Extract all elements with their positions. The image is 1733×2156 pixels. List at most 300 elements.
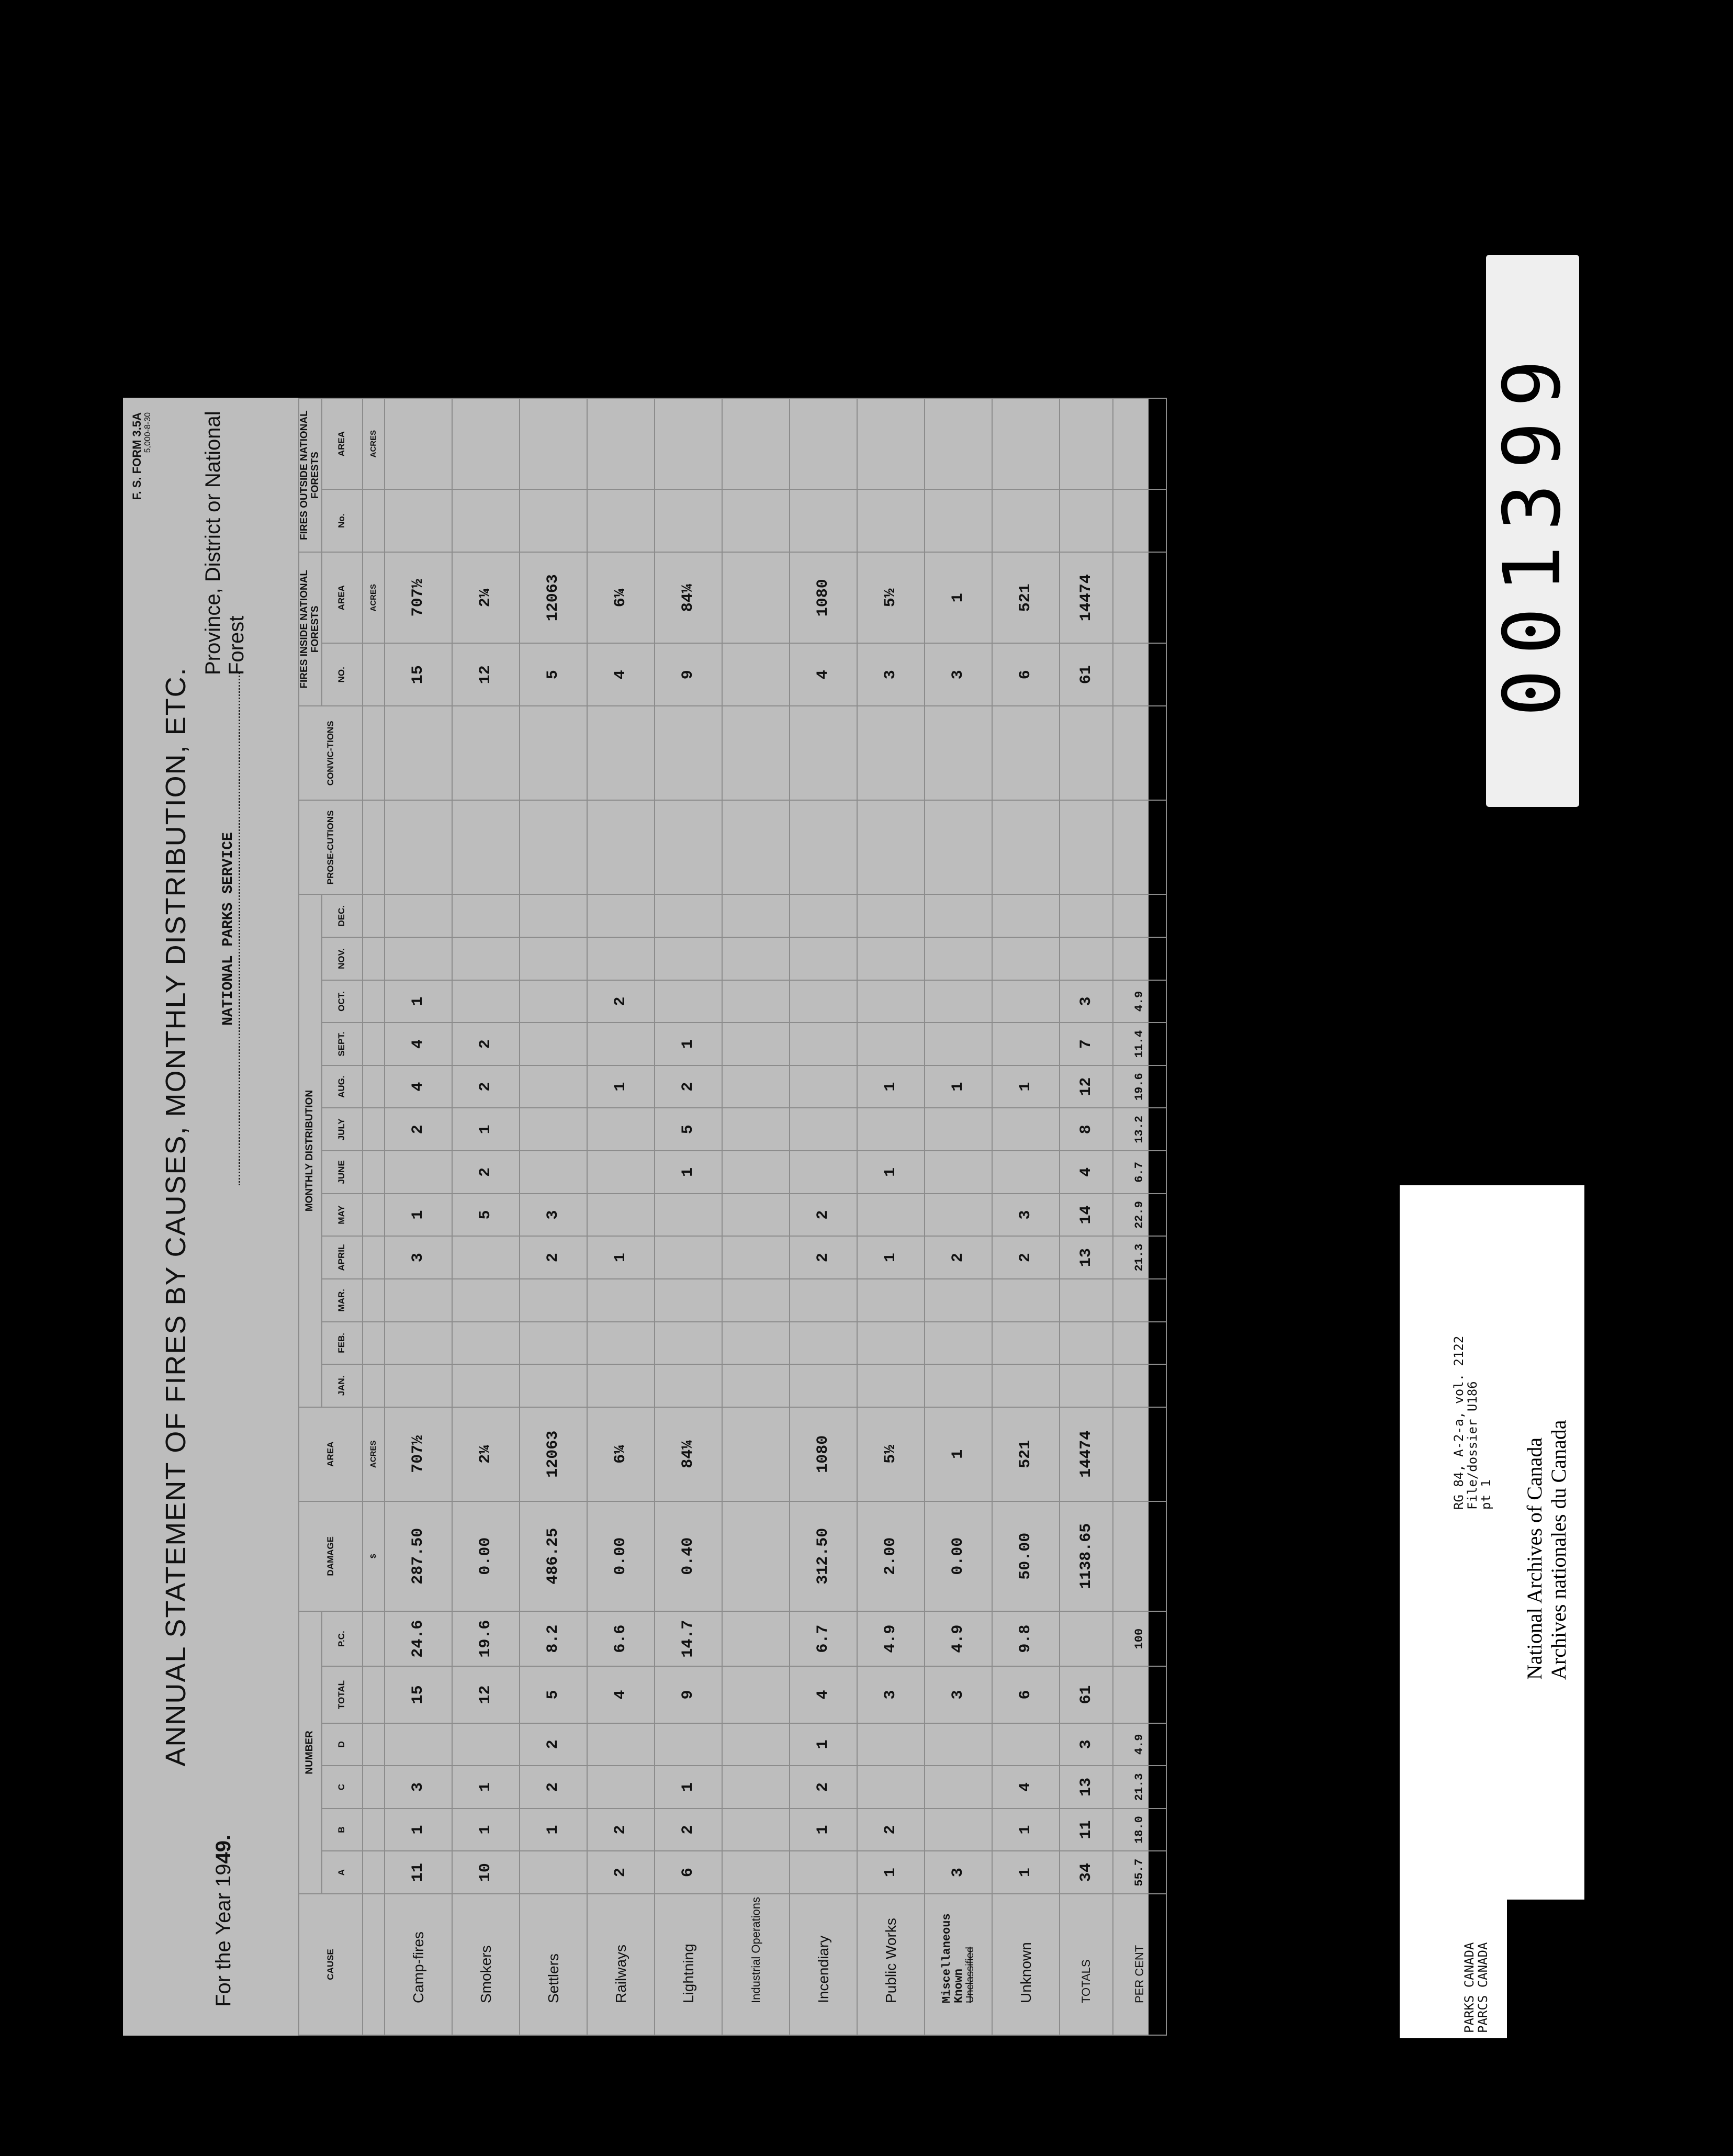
cell-jun: 2 bbox=[452, 1151, 520, 1194]
cell-a: 1 bbox=[857, 1851, 925, 1894]
cell-may: 3 bbox=[520, 1194, 587, 1237]
cell-d: 2 bbox=[520, 1723, 587, 1766]
header-a: A bbox=[322, 1851, 363, 1894]
cell-a: 3 bbox=[925, 1851, 992, 1894]
cell-pros bbox=[1060, 800, 1113, 894]
table-row bbox=[1060, 398, 1113, 2035]
cell-apr: 2 bbox=[992, 1236, 1060, 1279]
cell-c bbox=[587, 1766, 655, 1809]
cell-in-area bbox=[722, 552, 790, 643]
header-b: B bbox=[322, 1809, 363, 1851]
cell-feb bbox=[1113, 1322, 1166, 1365]
cell-pros bbox=[790, 800, 857, 894]
cell-out-area bbox=[1060, 398, 1113, 489]
cell-damage: 1138.65 bbox=[1060, 1501, 1113, 1611]
cell-jan bbox=[655, 1364, 722, 1407]
cell-dec bbox=[857, 894, 925, 937]
cell-may: 14 bbox=[1060, 1194, 1113, 1237]
cell-d bbox=[452, 1723, 520, 1766]
table-body bbox=[385, 398, 1166, 2035]
cell-mar bbox=[452, 1279, 520, 1322]
cell-oct: 4.9 bbox=[1113, 980, 1166, 1023]
cell-apr: 2 bbox=[520, 1236, 587, 1279]
cell-oct bbox=[992, 980, 1060, 1023]
cause-misc: Miscellaneous bbox=[940, 1913, 953, 2003]
cell-damage bbox=[722, 1501, 790, 1611]
cell-nov bbox=[1113, 937, 1166, 980]
form-title: ANNUAL STATEMENT OF FIRES BY CAUSES, MONTHLY DISTRIBUTION, ETC. bbox=[160, 667, 192, 1767]
cell-in-area: 12063 bbox=[520, 552, 587, 643]
cell-a bbox=[722, 1851, 790, 1894]
cell-b: 2 bbox=[857, 1809, 925, 1851]
cell-b: 18.0 bbox=[1113, 1809, 1166, 1851]
cell-damage bbox=[1113, 1501, 1166, 1611]
cell-feb bbox=[1060, 1322, 1113, 1365]
cause-cell: Lightning bbox=[655, 1894, 722, 2035]
unit-outside-acres: ACRES bbox=[363, 398, 385, 489]
table-row bbox=[452, 398, 520, 2035]
cell-in-no: 4 bbox=[587, 643, 655, 706]
header-outside: FIRES OUTSIDE NATIONAL FORESTS bbox=[299, 398, 322, 552]
cell-nov bbox=[992, 937, 1060, 980]
cell-damage: 2.00 bbox=[857, 1501, 925, 1611]
cell-damage: 0.40 bbox=[655, 1501, 722, 1611]
cell-dec bbox=[385, 894, 452, 937]
cause-cell: Railways bbox=[587, 1894, 655, 2035]
cell-conv bbox=[520, 706, 587, 800]
cell-jun bbox=[385, 1151, 452, 1194]
header-cause: CAUSE bbox=[299, 1894, 363, 2035]
header-jul: JULY bbox=[322, 1108, 363, 1151]
cell-conv bbox=[452, 706, 520, 800]
cell-pc: 24.6 bbox=[385, 1611, 452, 1667]
fire-statistics-table bbox=[298, 398, 1167, 2036]
cell-total: 12 bbox=[452, 1667, 520, 1723]
cell-area bbox=[1113, 1407, 1166, 1501]
cell-pros bbox=[655, 800, 722, 894]
table-row bbox=[857, 398, 925, 2035]
cell-b: 1 bbox=[992, 1809, 1060, 1851]
cell-nov bbox=[587, 937, 655, 980]
cell-d: 3 bbox=[1060, 1723, 1113, 1766]
cell-may bbox=[857, 1194, 925, 1237]
cell-apr: 1 bbox=[587, 1236, 655, 1279]
cell-dec bbox=[1113, 894, 1166, 937]
cell-conv bbox=[385, 706, 452, 800]
cell-jun bbox=[520, 1151, 587, 1194]
cell-sep: 4 bbox=[385, 1023, 452, 1065]
cell-in-area: 2¼ bbox=[452, 552, 520, 643]
cell-may: 22.9 bbox=[1113, 1194, 1166, 1237]
cell-sep: 1 bbox=[655, 1023, 722, 1065]
cell-pros bbox=[992, 800, 1060, 894]
cell-damage: 486.25 bbox=[520, 1501, 587, 1611]
header-sep: SEPT. bbox=[322, 1023, 363, 1065]
cell-out-area bbox=[857, 398, 925, 489]
cell-a: 2 bbox=[587, 1851, 655, 1894]
cell-out-no bbox=[790, 489, 857, 552]
header-may: MAY bbox=[322, 1194, 363, 1237]
cell-oct bbox=[722, 980, 790, 1023]
cell-jun bbox=[722, 1151, 790, 1194]
cell-aug: 2 bbox=[655, 1065, 722, 1108]
cell-in-no: 4 bbox=[790, 643, 857, 706]
cell-a: 6 bbox=[655, 1851, 722, 1894]
cell-out-area bbox=[790, 398, 857, 489]
cell-jan bbox=[992, 1364, 1060, 1407]
cell-total: 61 bbox=[1060, 1667, 1113, 1723]
table-row bbox=[520, 398, 587, 2035]
cell-jun: 4 bbox=[1060, 1151, 1113, 1194]
cell-jan bbox=[1060, 1364, 1113, 1407]
table-row bbox=[925, 398, 992, 2035]
cell-out-no bbox=[992, 489, 1060, 552]
header-monthly: MONTHLY DISTRIBUTION bbox=[299, 894, 322, 1407]
table-row bbox=[722, 398, 790, 2035]
archives-strip bbox=[1507, 1185, 1584, 1900]
table-row bbox=[587, 398, 655, 2035]
table-row bbox=[790, 398, 857, 2035]
cell-in-area: 1 bbox=[925, 552, 992, 643]
cell-jan bbox=[925, 1364, 992, 1407]
cell-mar bbox=[385, 1279, 452, 1322]
parks-canada bbox=[1462, 1942, 1490, 2033]
cell-pc: 9.8 bbox=[992, 1611, 1060, 1667]
cell-dec bbox=[925, 894, 992, 937]
cell-total: 15 bbox=[385, 1667, 452, 1723]
cell-feb bbox=[655, 1322, 722, 1365]
cell-a bbox=[520, 1851, 587, 1894]
cell-d bbox=[385, 1723, 452, 1766]
cell-oct bbox=[520, 980, 587, 1023]
cell-damage: 287.50 bbox=[385, 1501, 452, 1611]
cell-may: 2 bbox=[790, 1194, 857, 1237]
cell-in-no: 5 bbox=[520, 643, 587, 706]
cell-c: 4 bbox=[992, 1766, 1060, 1809]
cell-pros bbox=[385, 800, 452, 894]
cell-jan bbox=[385, 1364, 452, 1407]
cell-out-no bbox=[1060, 489, 1113, 552]
cell-jan bbox=[452, 1364, 520, 1407]
cell-out-area bbox=[992, 398, 1060, 489]
cell-aug bbox=[790, 1065, 857, 1108]
cell-in-no: 61 bbox=[1060, 643, 1113, 706]
cell-feb bbox=[452, 1322, 520, 1365]
cell-feb bbox=[992, 1322, 1060, 1365]
cell-sep bbox=[925, 1023, 992, 1065]
cell-d bbox=[857, 1723, 925, 1766]
parks-canada-en: PARKS CANADA bbox=[1462, 1942, 1477, 2033]
header-prosecutions: PROSE-CUTIONS bbox=[299, 800, 363, 894]
year-label: For the Year 19 bbox=[212, 1863, 235, 2007]
cell-out-area bbox=[722, 398, 790, 489]
cell-out-no bbox=[857, 489, 925, 552]
cell-jan bbox=[587, 1364, 655, 1407]
cell-c: 2 bbox=[790, 1766, 857, 1809]
archives-fr: Archives nationales du Canada bbox=[1547, 1420, 1570, 1680]
cause-cell: PER CENT bbox=[1113, 1894, 1166, 2035]
header-nov: NOV. bbox=[322, 937, 363, 980]
header-outside-area: AREA bbox=[322, 398, 363, 489]
header-inside-no: NO. bbox=[322, 643, 363, 706]
cell-total: 6 bbox=[992, 1667, 1060, 1723]
cell-conv bbox=[992, 706, 1060, 800]
cell-oct: 2 bbox=[587, 980, 655, 1023]
cell-in-area: 521 bbox=[992, 552, 1060, 643]
cell-apr: 13 bbox=[1060, 1236, 1113, 1279]
cell-sep bbox=[790, 1023, 857, 1065]
cell-pros bbox=[857, 800, 925, 894]
cell-jul bbox=[857, 1108, 925, 1151]
header-feb: FEB. bbox=[322, 1322, 363, 1365]
cell-jan bbox=[1113, 1364, 1166, 1407]
cell-conv bbox=[722, 706, 790, 800]
cause-cell: Settlers bbox=[520, 1894, 587, 2035]
cell-out-area bbox=[655, 398, 722, 489]
cell-mar bbox=[722, 1279, 790, 1322]
cell-sep bbox=[722, 1023, 790, 1065]
cell-aug: 4 bbox=[385, 1065, 452, 1108]
cell-out-no bbox=[452, 489, 520, 552]
cell-feb bbox=[385, 1322, 452, 1365]
cell-mar bbox=[925, 1279, 992, 1322]
cause-cell: Unknown bbox=[992, 1894, 1060, 2035]
year-value: 49. bbox=[212, 1834, 235, 1864]
cell-may: 5 bbox=[452, 1194, 520, 1237]
header-jun: JUNE bbox=[322, 1151, 363, 1194]
reference-strip bbox=[1400, 1185, 1507, 2038]
cell-b: 1 bbox=[790, 1809, 857, 1851]
parks-canada-fr: PARCS CANADA bbox=[1476, 1942, 1490, 2033]
cell-pc: 14.7 bbox=[655, 1611, 722, 1667]
cell-pc: 8.2 bbox=[520, 1611, 587, 1667]
cell-oct: 3 bbox=[1060, 980, 1113, 1023]
cell-aug: 19.6 bbox=[1113, 1065, 1166, 1108]
cell-mar bbox=[992, 1279, 1060, 1322]
cell-aug: 2 bbox=[452, 1065, 520, 1108]
cell-area: 2¼ bbox=[452, 1407, 520, 1501]
header-d: D bbox=[322, 1723, 363, 1766]
cause-cell: Industrial Operations bbox=[722, 1894, 790, 2035]
cell-sep: 2 bbox=[452, 1023, 520, 1065]
cell-in-area: 707½ bbox=[385, 552, 452, 643]
cell-may bbox=[925, 1194, 992, 1237]
cell-dec bbox=[520, 894, 587, 937]
cell-b: 2 bbox=[587, 1809, 655, 1851]
part-line: pt 1 bbox=[1479, 1479, 1493, 1510]
cell-mar bbox=[655, 1279, 722, 1322]
cell-nov bbox=[385, 937, 452, 980]
cause-cell: Public Works bbox=[857, 1894, 925, 2035]
cell-jul: 2 bbox=[385, 1108, 452, 1151]
cell-oct bbox=[790, 980, 857, 1023]
cell-a: 34 bbox=[1060, 1851, 1113, 1894]
cell-b bbox=[925, 1809, 992, 1851]
cause-cell: Incendiary bbox=[790, 1894, 857, 2035]
cell-pc: 4.9 bbox=[925, 1611, 992, 1667]
cell-pc: 4.9 bbox=[857, 1611, 925, 1667]
cell-pros bbox=[452, 800, 520, 894]
header-apr: APRIL bbox=[322, 1236, 363, 1279]
cell-conv bbox=[1060, 706, 1113, 800]
cell-jul bbox=[790, 1108, 857, 1151]
cell-pc: 6.7 bbox=[790, 1611, 857, 1667]
cell-nov bbox=[857, 937, 925, 980]
cell-total: 9 bbox=[655, 1667, 722, 1723]
cell-total bbox=[1113, 1667, 1166, 1723]
cell-may bbox=[587, 1194, 655, 1237]
cell-jun: 1 bbox=[857, 1151, 925, 1194]
cause-cell: Smokers bbox=[452, 1894, 520, 2035]
cell-out-area bbox=[925, 398, 992, 489]
cell-pc: 19.6 bbox=[452, 1611, 520, 1667]
cell-aug bbox=[520, 1065, 587, 1108]
cell-jul bbox=[520, 1108, 587, 1151]
cell-area: 707½ bbox=[385, 1407, 452, 1501]
cell-in-area: 5½ bbox=[857, 552, 925, 643]
cell-jul: 1 bbox=[452, 1108, 520, 1151]
cell-in-no: 3 bbox=[925, 643, 992, 706]
table-row bbox=[655, 398, 722, 2035]
cell-aug bbox=[722, 1065, 790, 1108]
frame-number-tag: 001399 bbox=[1486, 255, 1579, 807]
cell-sep bbox=[520, 1023, 587, 1065]
cell-d: 1 bbox=[790, 1723, 857, 1766]
cell-aug: 1 bbox=[992, 1065, 1060, 1108]
cell-area bbox=[722, 1407, 790, 1501]
cell-nov bbox=[452, 937, 520, 980]
cell-dec bbox=[587, 894, 655, 937]
cell-area: 84¼ bbox=[655, 1407, 722, 1501]
cell-apr: 1 bbox=[857, 1236, 925, 1279]
header-dec: DEC. bbox=[322, 894, 363, 937]
cell-c: 1 bbox=[655, 1766, 722, 1809]
cell-oct bbox=[857, 980, 925, 1023]
cell-out-no bbox=[722, 489, 790, 552]
cell-nov bbox=[722, 937, 790, 980]
cell-in-no: 6 bbox=[992, 643, 1060, 706]
cell-damage: 312.50 bbox=[790, 1501, 857, 1611]
cell-sep bbox=[992, 1023, 1060, 1065]
cell-damage: 50.00 bbox=[992, 1501, 1060, 1611]
cell-feb bbox=[857, 1322, 925, 1365]
cell-b: 1 bbox=[520, 1809, 587, 1851]
cell-nov bbox=[1060, 937, 1113, 980]
cell-damage: 0.00 bbox=[587, 1501, 655, 1611]
cell-feb bbox=[520, 1322, 587, 1365]
cell-pc: 100 bbox=[1113, 1611, 1166, 1667]
cell-feb bbox=[587, 1322, 655, 1365]
cell-out-area bbox=[452, 398, 520, 489]
cell-jul: 5 bbox=[655, 1108, 722, 1151]
cell-jul bbox=[722, 1108, 790, 1151]
table-row bbox=[385, 398, 452, 2035]
cell-b: 11 bbox=[1060, 1809, 1113, 1851]
table-row bbox=[992, 398, 1060, 2035]
cell-a: 55.7 bbox=[1113, 1851, 1166, 1894]
cell-in-area: 14474 bbox=[1060, 552, 1113, 643]
cell-apr: 2 bbox=[925, 1236, 992, 1279]
cell-jul bbox=[925, 1108, 992, 1151]
unit-dollar: $ bbox=[363, 1501, 385, 1611]
cell-in-no: 15 bbox=[385, 643, 452, 706]
header-number: NUMBER bbox=[299, 1611, 322, 1894]
cell-a: 1 bbox=[992, 1851, 1060, 1894]
cell-apr: 3 bbox=[385, 1236, 452, 1279]
cell-d: 4.9 bbox=[1113, 1723, 1166, 1766]
cell-c: 1 bbox=[452, 1766, 520, 1809]
cell-out-area bbox=[587, 398, 655, 489]
cause-cell: Camp-fires bbox=[385, 1894, 452, 2035]
header-aug: AUG. bbox=[322, 1065, 363, 1108]
cell-total: 3 bbox=[857, 1667, 925, 1723]
cell-conv bbox=[857, 706, 925, 800]
cell-total: 3 bbox=[925, 1667, 992, 1723]
cell-may bbox=[655, 1194, 722, 1237]
header-c: C bbox=[322, 1766, 363, 1809]
cell-feb bbox=[925, 1322, 992, 1365]
cell-dec bbox=[452, 894, 520, 937]
cell-b: 1 bbox=[452, 1809, 520, 1851]
rg-line: RG 84, A-2-a, vol. 2122 bbox=[1451, 1335, 1466, 1510]
header-jan: JAN. bbox=[322, 1364, 363, 1407]
cell-jun bbox=[790, 1151, 857, 1194]
cell-out-no bbox=[520, 489, 587, 552]
archives-en: National Archives of Canada bbox=[1523, 1437, 1546, 1680]
cell-d bbox=[587, 1723, 655, 1766]
cell-area: 14474 bbox=[1060, 1407, 1113, 1501]
cell-pros bbox=[925, 800, 992, 894]
cell-jun bbox=[925, 1151, 992, 1194]
cell-in-no: 12 bbox=[452, 643, 520, 706]
cell-conv bbox=[655, 706, 722, 800]
cell-mar bbox=[790, 1279, 857, 1322]
cell-d bbox=[992, 1723, 1060, 1766]
cell-aug: 1 bbox=[925, 1065, 992, 1108]
cell-jun bbox=[587, 1151, 655, 1194]
cell-dec bbox=[1060, 894, 1113, 937]
cell-in-area bbox=[1113, 552, 1166, 643]
cell-may bbox=[722, 1194, 790, 1237]
cell-out-no bbox=[1113, 489, 1166, 552]
cell-total: 4 bbox=[790, 1667, 857, 1723]
cell-in-no: 3 bbox=[857, 643, 925, 706]
header-oct: OCT. bbox=[322, 980, 363, 1023]
cell-jun bbox=[992, 1151, 1060, 1194]
cell-dec bbox=[722, 894, 790, 937]
cell-area: 6¼ bbox=[587, 1407, 655, 1501]
cell-area: 5½ bbox=[857, 1407, 925, 1501]
cell-pc: 6.6 bbox=[587, 1611, 655, 1667]
cell-damage: 0.00 bbox=[925, 1501, 992, 1611]
cell-c bbox=[857, 1766, 925, 1809]
form-number-label: F. S. FORM 3.5A bbox=[130, 412, 143, 500]
cell-c bbox=[925, 1766, 992, 1809]
print-run: 5,000-8-30 bbox=[143, 412, 153, 453]
cell-dec bbox=[790, 894, 857, 937]
cell-jul bbox=[992, 1108, 1060, 1151]
cell-jan bbox=[520, 1364, 587, 1407]
cell-conv bbox=[790, 706, 857, 800]
archive-label bbox=[1400, 1185, 1588, 2038]
cell-jul: 13.2 bbox=[1113, 1108, 1166, 1151]
cell-jul: 8 bbox=[1060, 1108, 1113, 1151]
cell-a: 10 bbox=[452, 1851, 520, 1894]
cell-out-no bbox=[385, 489, 452, 552]
cell-in-area: 1080 bbox=[790, 552, 857, 643]
cell-sep: 7 bbox=[1060, 1023, 1113, 1065]
cell-in-area: 84¼ bbox=[655, 552, 722, 643]
